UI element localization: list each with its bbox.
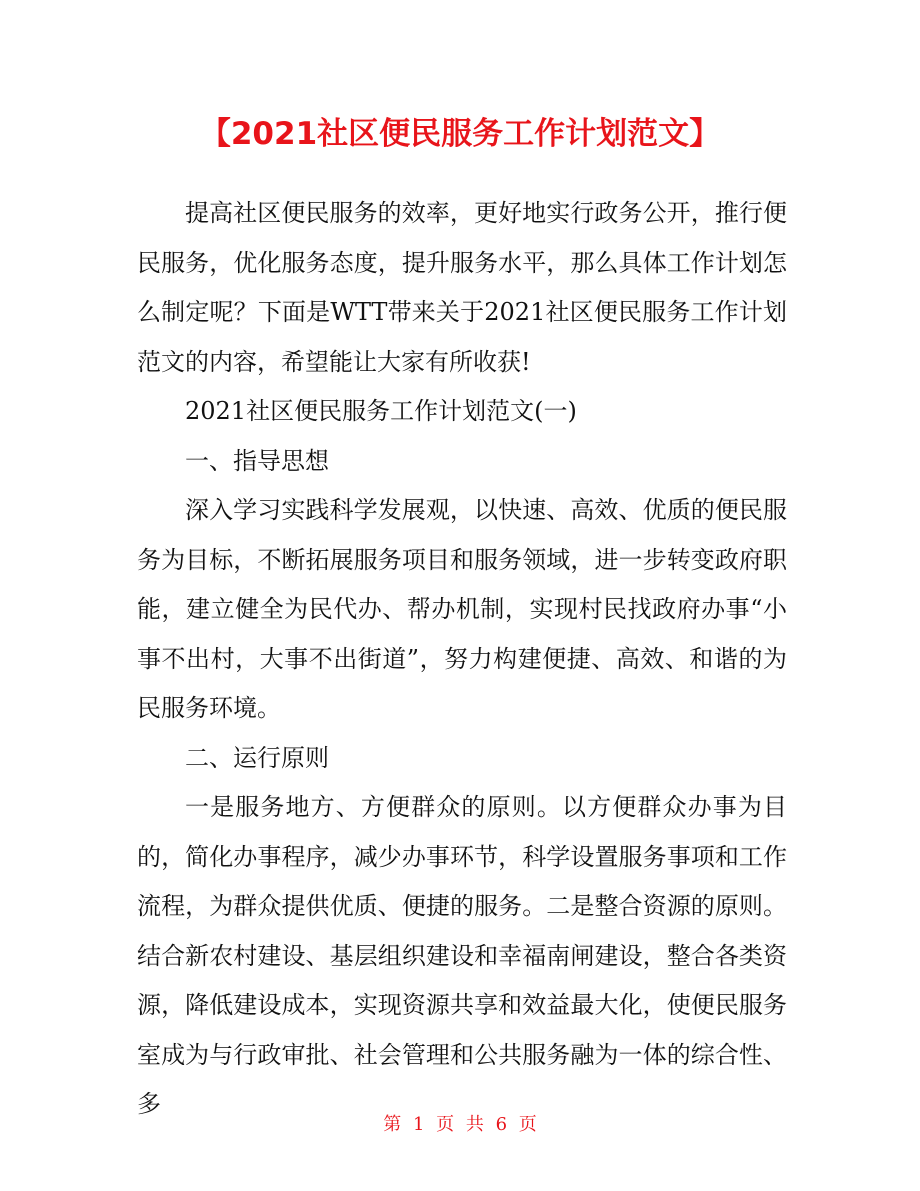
- document-body: [137, 189, 787, 1130]
- footer-total-prefix: 共: [465, 1114, 484, 1135]
- paragraph-intro: 提高社区便民服务的效率，更好地实行政务公开，推行便民服务，优化服务态度，提升服务水平，那么具体工作计划怎么制定呢？下面是WTT带来关于2021社区便民服务工作计划范文的内容，希望能让大家有所收获!: [137, 199, 787, 376]
- footer-total-unit: 页: [518, 1114, 537, 1135]
- paragraph-principles: 一是服务地方、方便群众的原则。以方便群众办事为目的，简化办事程序，减少办事环节，科学设置服务事项和工作流程，为群众提供优质、便捷的服务。二是整合资源的原则。结合新农村建设、基层组织建设和幸福南闸建设，整合各类资源，降低建设成本，实现资源共享和效益最大化，使便民服务室成为与行政审批、社会管理和公共服务融为一体的综合性、多: [137, 793, 787, 1118]
- document-title: 【2021社区便民服务工作计划范文】: [199, 116, 721, 152]
- paragraph-heading-guiding-ideology: 一、指导思想: [185, 446, 329, 475]
- paragraph-heading-principles: 二、运行原则: [185, 743, 329, 772]
- page-footer: [0, 1112, 920, 1138]
- footer-total-pages: 6: [495, 1114, 508, 1135]
- footer-current-page: 1: [412, 1114, 425, 1135]
- paragraph-guiding-ideology: 深入学习实践科学发展观，以快速、高效、优质的便民服务为目标，不断拓展服务项目和服务领域，进一步转变政府职能，建立健全为民代办、帮办机制，实现村民找政府办事“小事不出村，大事不出街道”，努力构建便捷、高效、和谐的为民服务环境。: [137, 496, 787, 722]
- footer-page-unit: 页: [436, 1114, 455, 1135]
- footer-prefix: 第: [383, 1114, 402, 1135]
- paragraph-section-heading: 2021社区便民服务工作计划范文(一): [185, 397, 577, 425]
